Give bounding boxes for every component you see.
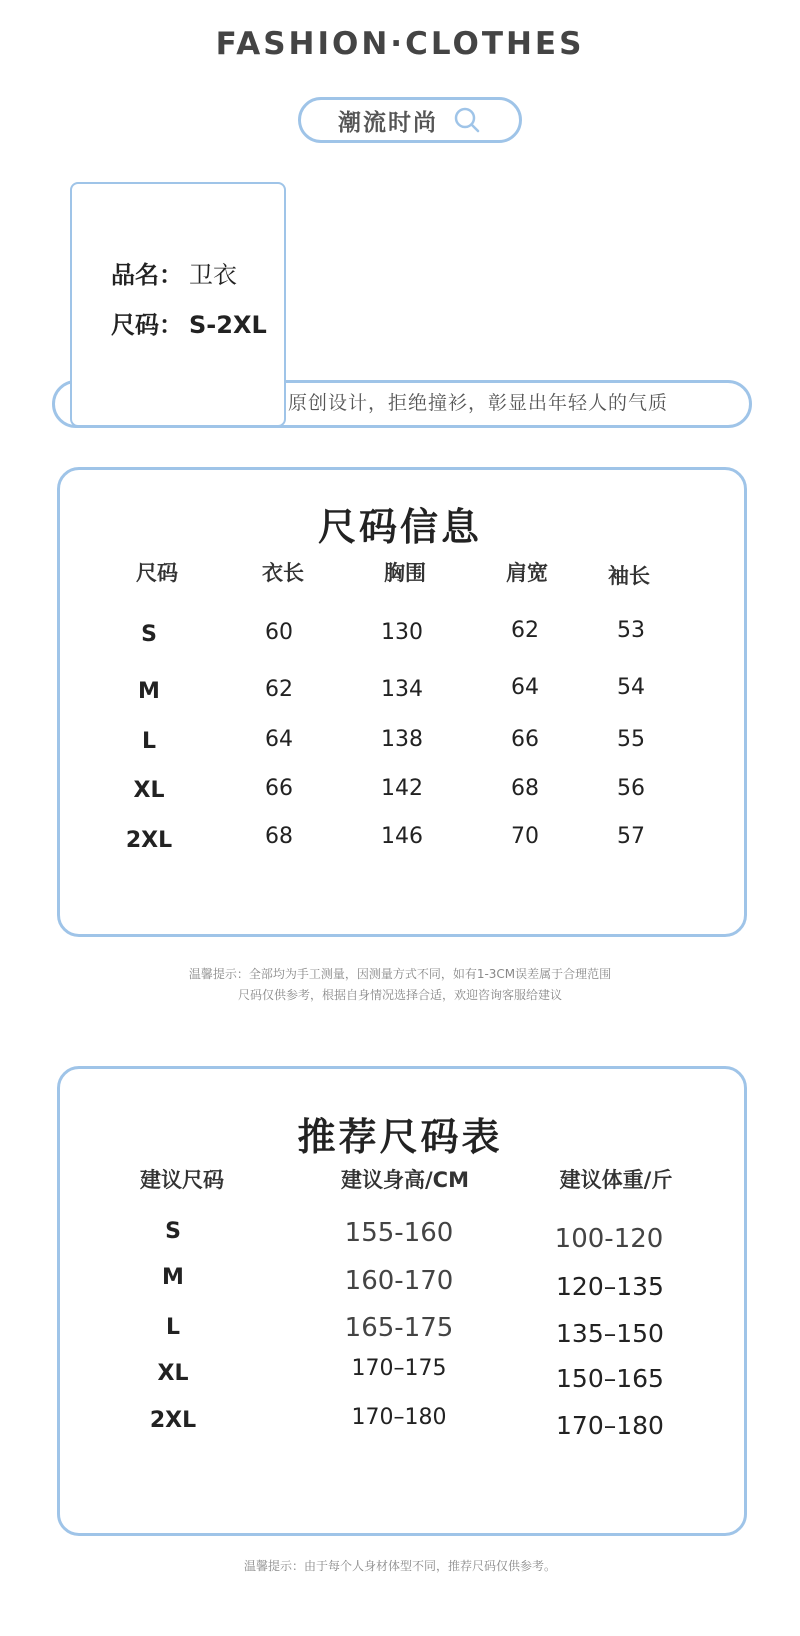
table-cell: S [141, 622, 157, 647]
table-cell: 56 [617, 776, 645, 801]
search-pill[interactable] [298, 97, 522, 143]
table-cell: 142 [381, 776, 423, 801]
product-name-line: 品名： 卫衣 [111, 261, 237, 289]
table-cell: 150–165 [556, 1364, 664, 1393]
table-cell: 54 [617, 675, 645, 700]
product-size-label: 尺码 [111, 311, 159, 339]
length-col-header: 衣长 [262, 561, 304, 585]
size-info-note [0, 964, 800, 1006]
table-cell: 135–150 [556, 1319, 664, 1348]
product-size-line: 尺码： S-2XL [111, 311, 267, 339]
table-cell: 138 [381, 727, 423, 752]
table-cell: M [162, 1265, 184, 1290]
rec-height-col-header: 建议身高/CM [341, 1168, 469, 1192]
table-cell: 62 [511, 618, 539, 643]
table-cell: 66 [511, 727, 539, 752]
rec-size-col-header: 建议尺码 [140, 1168, 224, 1192]
size-col-header: 尺码 [136, 561, 178, 585]
table-cell: 170–180 [351, 1405, 447, 1430]
table-cell: 70 [511, 824, 539, 849]
rec-weight-col-header: 建议体重/斤 [559, 1168, 673, 1192]
recommend-title: 推荐尺码表 [297, 1115, 503, 1159]
table-cell: 100-120 [554, 1224, 664, 1254]
table-cell: 170–175 [351, 1356, 447, 1381]
size-info-note-line1: 温馨提示：全部均为手工测量，因测量方式不同，如有1-3CM误差属于合理范围 [188, 967, 612, 981]
table-cell: L [141, 729, 157, 754]
table-cell: XL [133, 778, 165, 803]
table-cell: 134 [381, 677, 423, 702]
table-cell: 68 [511, 776, 539, 801]
product-name-label: 品名 [111, 261, 159, 289]
table-cell: 62 [265, 677, 293, 702]
sleeve-col-header: 袖长 [608, 564, 650, 588]
recommend-note: 温馨提示：由于每个人身材体型不同，推荐尺码仅供参考。 [243, 1559, 556, 1573]
chest-col-header: 胸围 [384, 561, 426, 585]
table-cell: 55 [617, 727, 645, 752]
brand-title: FASHION·CLOTHES [215, 26, 585, 62]
table-cell: 66 [265, 776, 293, 801]
table-cell: 170–180 [556, 1411, 664, 1440]
product-size-value: S-2XL [189, 311, 267, 339]
table-cell: 64 [511, 675, 539, 700]
table-cell: 57 [617, 824, 645, 849]
table-cell: 120–135 [556, 1272, 664, 1301]
size-info-title: 尺码信息 [317, 505, 482, 549]
search-label: 潮流时尚 [338, 109, 438, 136]
table-cell: 155-160 [344, 1218, 454, 1248]
table-cell: 165-175 [344, 1313, 454, 1343]
table-cell: 130 [381, 620, 423, 645]
table-cell: 2XL [125, 828, 173, 853]
table-cell: 2XL [149, 1408, 197, 1433]
table-cell: 60 [265, 620, 293, 645]
table-cell: 146 [381, 824, 423, 849]
table-cell: S [165, 1219, 181, 1244]
slogan-text: 原创设计，拒绝撞衫，彰显出年轻人的气质 [288, 392, 669, 414]
search-icon [452, 105, 482, 135]
table-cell: 68 [265, 824, 293, 849]
table-cell: M [138, 679, 160, 704]
shoulder-col-header: 肩宽 [506, 561, 548, 585]
table-cell: 160-170 [344, 1266, 454, 1296]
product-name-value: 卫衣 [189, 261, 237, 289]
table-cell: 64 [265, 727, 293, 752]
table-cell: 53 [617, 618, 645, 643]
table-cell: L [165, 1315, 181, 1340]
table-cell: XL [157, 1361, 189, 1386]
size-info-note-line2: 尺码仅供参考，根据自身情况选择合适，欢迎咨询客服给建议 [237, 988, 562, 1002]
